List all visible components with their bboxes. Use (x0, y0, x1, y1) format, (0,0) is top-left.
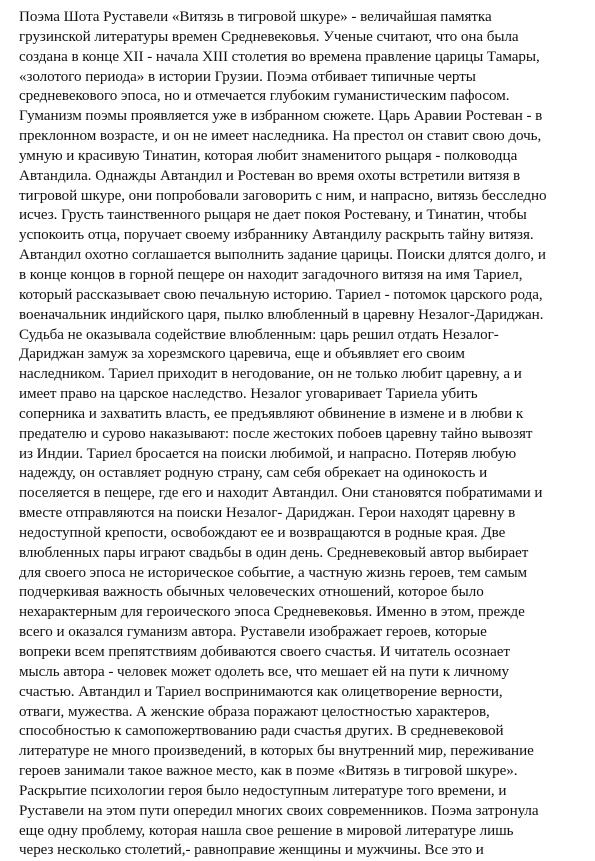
text-line: тигровой шкуре, они попробовали заговорить с ним, и напрасно, витязь бесследно (19, 187, 547, 204)
text-line: нехарактерным для героического эпоса Средневековья. Именно в этом, прежде (19, 604, 525, 621)
text-line: преклонном возрасте, и он не имеет наследника. На престол он ставит свою дочь, (19, 128, 542, 145)
text-line: отваги, мужества. А женские образа поражают целостностью характеров, (19, 703, 490, 720)
text-line: военачальник индийского царя, пылко влюбленный в царевну Незалог-Дариджан. (19, 306, 544, 323)
text-line: исчез. Грусть таинственного рыцаря не дает покоя Ростевану, и Тинатин, чтобы (19, 207, 527, 224)
text-line: наследником. Тариел приходит в негодование, он не только любит царевну, а и (19, 366, 522, 383)
text-line: умную и красивую Тинатин, которая любит знаменитого рыцаря - полководца (19, 147, 518, 164)
text-line: Дариджан замуж за хорезмского царевича, еще и объявляет его своим (19, 346, 465, 363)
text-line: еще одну проблему, которая нашла свое решение в мировой литературе лишь (19, 822, 514, 839)
text-line: Раскрытие психологии героя было недоступным литературе того времени, и (19, 782, 507, 799)
text-line: для своего эпоса не историческое событие, а частную жизнь героев, тем самым (19, 564, 528, 581)
text-line: Автандила. Однажды Автандил и Ростеван во время охоты встретили витязя в (19, 167, 521, 184)
text-line: вопреки всем препятствиям добиваются своего счастья. И читатель осознает (19, 644, 510, 660)
text-line: из Индии. Тариел бросается на поиски любимой, и напрасно. Потеряв любую (19, 445, 517, 462)
text-line: средневекового эпоса, но и отмечается глубоким гуманистическим пафосом. (19, 88, 510, 105)
text-line: способностью к самопожертвованию ради счастья других. В средневековой (19, 723, 504, 740)
text-line: имеет право на царское наследство. Незалог уговаривает Тариела убить (19, 386, 478, 403)
text-line: недоступной крепости, освобождают ее и возвращаются в родные края. Две (19, 524, 506, 541)
text-line: предателю и сурово наказывают: после жестоких побоев царевну тайно вывозят (19, 425, 533, 442)
text-line: грузинской литературы времен Средневековья. Ученые считают, что она была (19, 28, 519, 45)
text-line: Автандил охотно соглашается выполнить задание царицы. Поиски длятся долго, и (19, 247, 546, 264)
text-line: Гуманизм поэмы проявляется уже в избранном сюжете. Царь Аравии Ростеван - в (19, 108, 543, 125)
text-line: влюбленных пары играют свадьбы в один день. Средневековый автор выбирает (19, 544, 529, 561)
text-line: Руставели на этом пути опередил многих своих современников. Поэма затронула (19, 802, 539, 819)
text-line: подчеркивая важность обычных человеческих отношений, которое было (19, 584, 484, 601)
text-line: который рассказывает свою печальную историю. Тариел - потомок царского рода, (19, 286, 543, 303)
text-line: соперника и захватить власть, ее предъявляют обвинение в измене и в любви к (19, 405, 524, 422)
text-line: вместе отправляются на поиски Незалог- Дариджан. Герои находят царевну в (19, 505, 516, 522)
text-line: Поэма Шота Руставели «Витязь в тигровой шкуре» - величайшая памятка (19, 9, 492, 25)
text-line: счастью. Автандил и Тариел воспринимаются как олицетворение верности, (19, 683, 503, 700)
text-line: Судьба не оказывала содействие влюбленным: царь решил отдать Незалог- (19, 326, 499, 343)
text-line: героев занимали такое важное место, как в поэме «Витязь в тигровой шкуре». (19, 763, 518, 780)
text-line: мысль автора - человек может одолеть все, что мешает ей на пути к личному (19, 663, 510, 680)
text-line: успокоить отца, поручает своему избраннику Автандилу раскрыть тайну витязя. (19, 227, 534, 244)
essay-text (19, 8, 591, 861)
text-line: всего и оказался гуманизм автора. Руставели изображает героев, которые (19, 624, 487, 641)
text-line: поселяется в пещере, где его и находит Автандил. Они становятся побратимами и (19, 485, 543, 502)
text-line: надежду, он оставляет родную страну, сам себя обрекает на одинокость и (19, 465, 488, 482)
text-line: литературе не много произведений, в которых бы внутренний мир, переживание (19, 743, 534, 760)
text-line: создана в конце XII - начала XIII столетия во времена правление царицы Тамары, (19, 48, 540, 65)
text-line: «золотого периода» в истории Грузии. Поэма отбивает типичные черты (19, 68, 476, 85)
text-line: в конце концов в горной пещере он находит загадочного витязя на имя Тариел, (19, 266, 523, 283)
text-line: через несколько столетий,- равноправие женщины и мужчины. Все это и (19, 842, 484, 859)
